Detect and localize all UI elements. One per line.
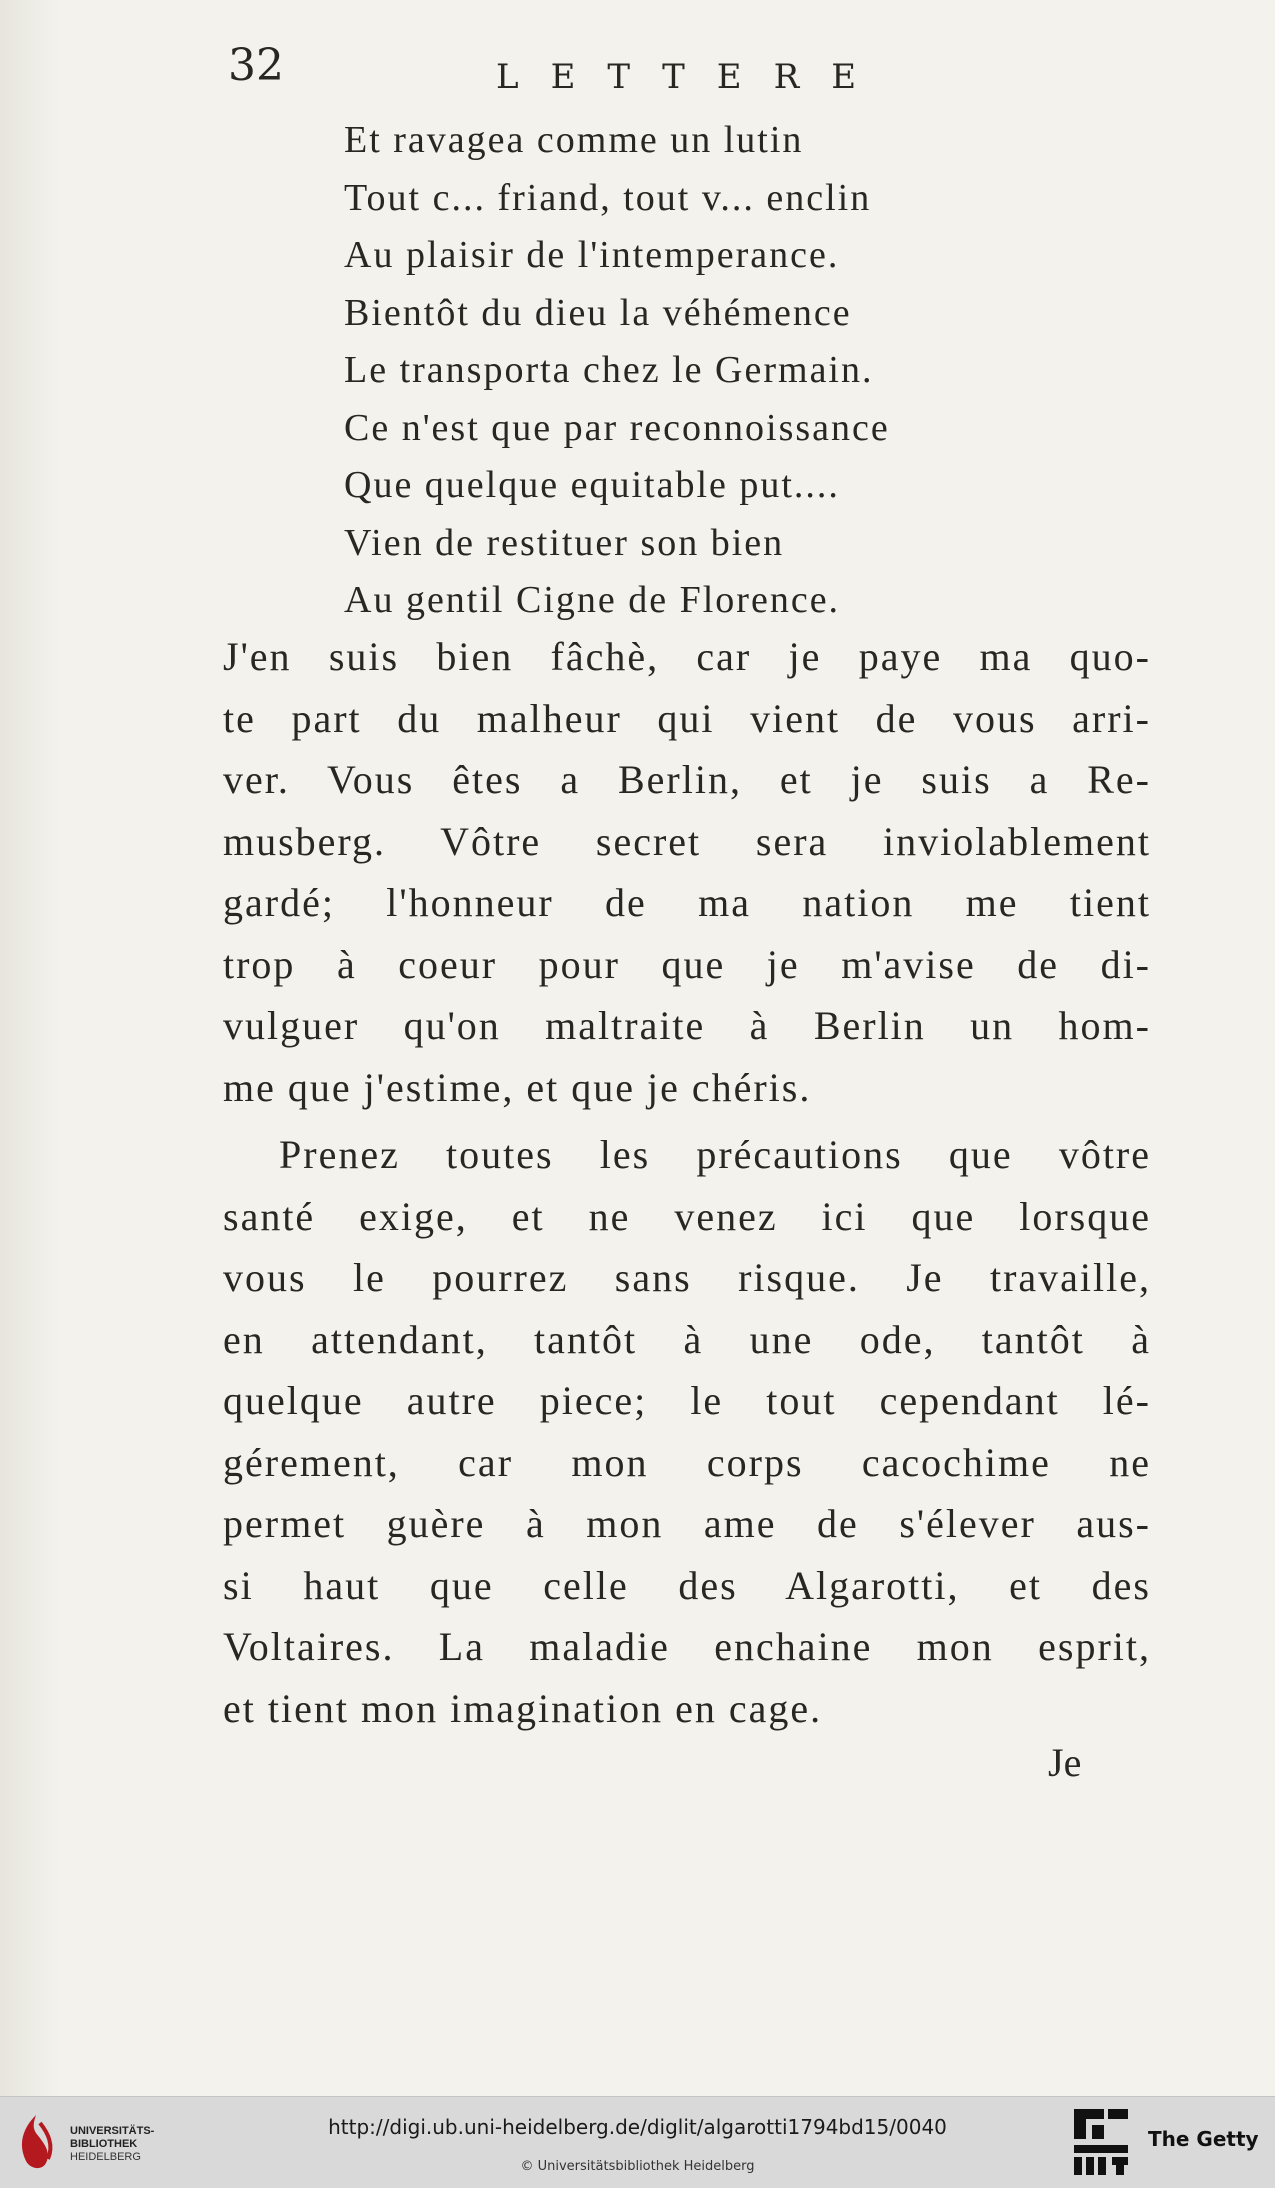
verse-line: Le transporta chez le Germain. xyxy=(344,349,874,391)
verse-line: Au plaisir de l'intemperance. xyxy=(344,234,840,276)
library-name-line: UNIVERSITÄTS- xyxy=(70,2125,155,2137)
text-line: musberg. Vôtre secret sera inviolablement xyxy=(223,818,1151,864)
text-line: Prenez toutes les précautions que vôtre xyxy=(279,1132,1151,1177)
running-head-letter: E xyxy=(716,57,742,97)
running-head-letter: T xyxy=(662,57,685,97)
text-line: J'en suis bien fâchè, car je paye ma quo- xyxy=(223,634,1151,679)
running-head-letter: E xyxy=(831,57,857,97)
text-line: si haut que celle des Algarotti, et des xyxy=(223,1562,1151,1608)
getty-icon[interactable] xyxy=(1072,2107,1130,2177)
verse-line: Vien de restituer son bien xyxy=(344,521,785,564)
text-line: quelque autre piece; le tout cependant lé- xyxy=(223,1378,1151,1423)
text-line: permet guère à mon ame de s'élever aus- xyxy=(223,1501,1151,1546)
verse-block xyxy=(344,112,890,630)
verse-line: Au gentil Cigne de Florence. xyxy=(344,579,841,621)
running-head-letter: L xyxy=(496,57,519,97)
text-line: et tient mon imagination en cage. xyxy=(223,1685,823,1731)
text-line: Voltaires. La maladie enchaine mon esprit, xyxy=(223,1624,1151,1669)
verse-line: Et ravagea comme un lutin xyxy=(344,119,804,161)
library-name-line: BIBLIOTHEK xyxy=(70,2138,138,2150)
page-number: 32 xyxy=(228,40,284,91)
copyright-notice: © Universitätsbibliothek Heidelberg xyxy=(520,2159,755,2174)
text-line: vous le pourrez sans risque. Je travaille, xyxy=(223,1255,1151,1300)
text-line: gérement, car mon corps cacochime ne xyxy=(223,1439,1151,1485)
text-line: santé exige, et ne venez ici que lorsque xyxy=(223,1193,1151,1239)
text-line: en attendant, tantôt à une ode, tantôt à xyxy=(223,1316,1151,1362)
getty-label[interactable]: The Getty xyxy=(1148,2127,1259,2151)
verse-line: Que quelque equitable put.... xyxy=(344,464,840,506)
text-line: te part du malheur qui vient de vous arri- xyxy=(223,695,1151,741)
running-head-letter: T xyxy=(607,57,631,97)
running-head-letter: E xyxy=(550,57,576,97)
running-head xyxy=(496,57,888,97)
paragraph-1 xyxy=(223,626,1151,1118)
permalink-url[interactable]: http://digi.ub.uni-heidelberg.de/diglit/algarotti1794bd15/0040 xyxy=(328,2115,947,2139)
running-head-letter: R xyxy=(773,57,800,97)
text-line: ver. Vous êtes a Berlin, et je suis a Re- xyxy=(223,757,1151,802)
text-line: me que j'estime, et que je chéris. xyxy=(223,1064,812,1110)
text-line: trop à coeur pour que je m'avise de di- xyxy=(223,941,1151,987)
text-line: vulguer qu'on maltraite à Berlin un hom- xyxy=(223,1003,1151,1048)
catchword: Je xyxy=(1048,1740,1082,1785)
verse-line: Tout c... friand, tout v... enclin xyxy=(344,176,872,219)
text-line: gardé; l'honneur de ma nation me tient xyxy=(223,880,1151,925)
verse-line: Bientôt du dieu la véhémence xyxy=(344,291,852,334)
verse-line: Ce n'est que par reconnoissance xyxy=(344,406,890,449)
library-name-line: HEIDELBERG xyxy=(70,2151,141,2163)
footer-bar xyxy=(0,2096,1275,2188)
paragraph-2 xyxy=(223,1124,1151,1739)
